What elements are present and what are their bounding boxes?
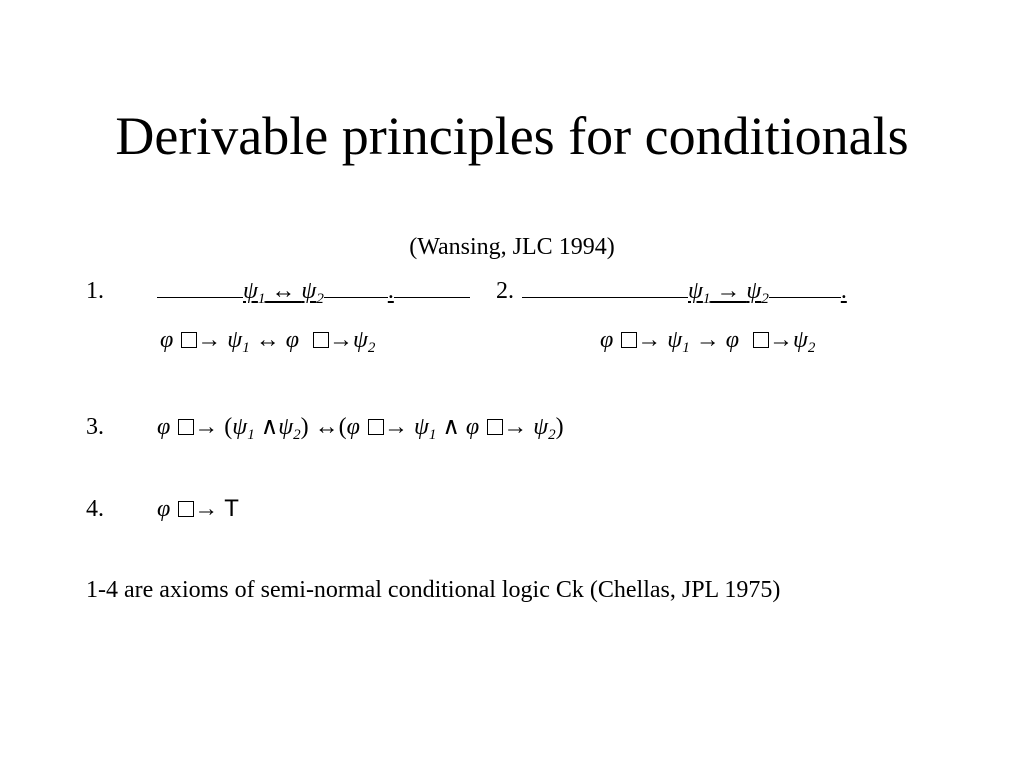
item-1-number: 1.	[86, 278, 104, 304]
item-1-conclusion: $\varphi \to \psi_1$ ↔ $\varphi \to\psi_2$	[160, 327, 376, 356]
slide-title: Derivable principles for conditionals	[115, 106, 909, 166]
item-3-number: 3.	[86, 414, 104, 440]
footnote: 1-4 are axioms of semi-normal conditional logic Ck (Chellas, JPL 1975)	[86, 577, 781, 603]
item-1-premise: $\psi_1$ ↔ $\psi_2$ .	[157, 276, 470, 306]
citation: (Wansing, JLC 1994)	[409, 234, 615, 260]
item-3-formula: $\varphi \to (\psi_1$ $\wedge\psi_2$) ↔(φ → $\psi_1$ ∧ $\varphi \to \psi_2$)	[157, 414, 564, 443]
item-4-formula: φ → T	[157, 495, 239, 522]
item-2-number: 2.	[496, 278, 514, 304]
item-2-premise: $\psi_1 \to \psi_2$ .	[522, 276, 847, 306]
item-4-number: 4.	[86, 496, 104, 522]
item-2-conclusion: $\varphi \to \psi_1 \to \varphi \to\psi_2$	[600, 327, 816, 356]
